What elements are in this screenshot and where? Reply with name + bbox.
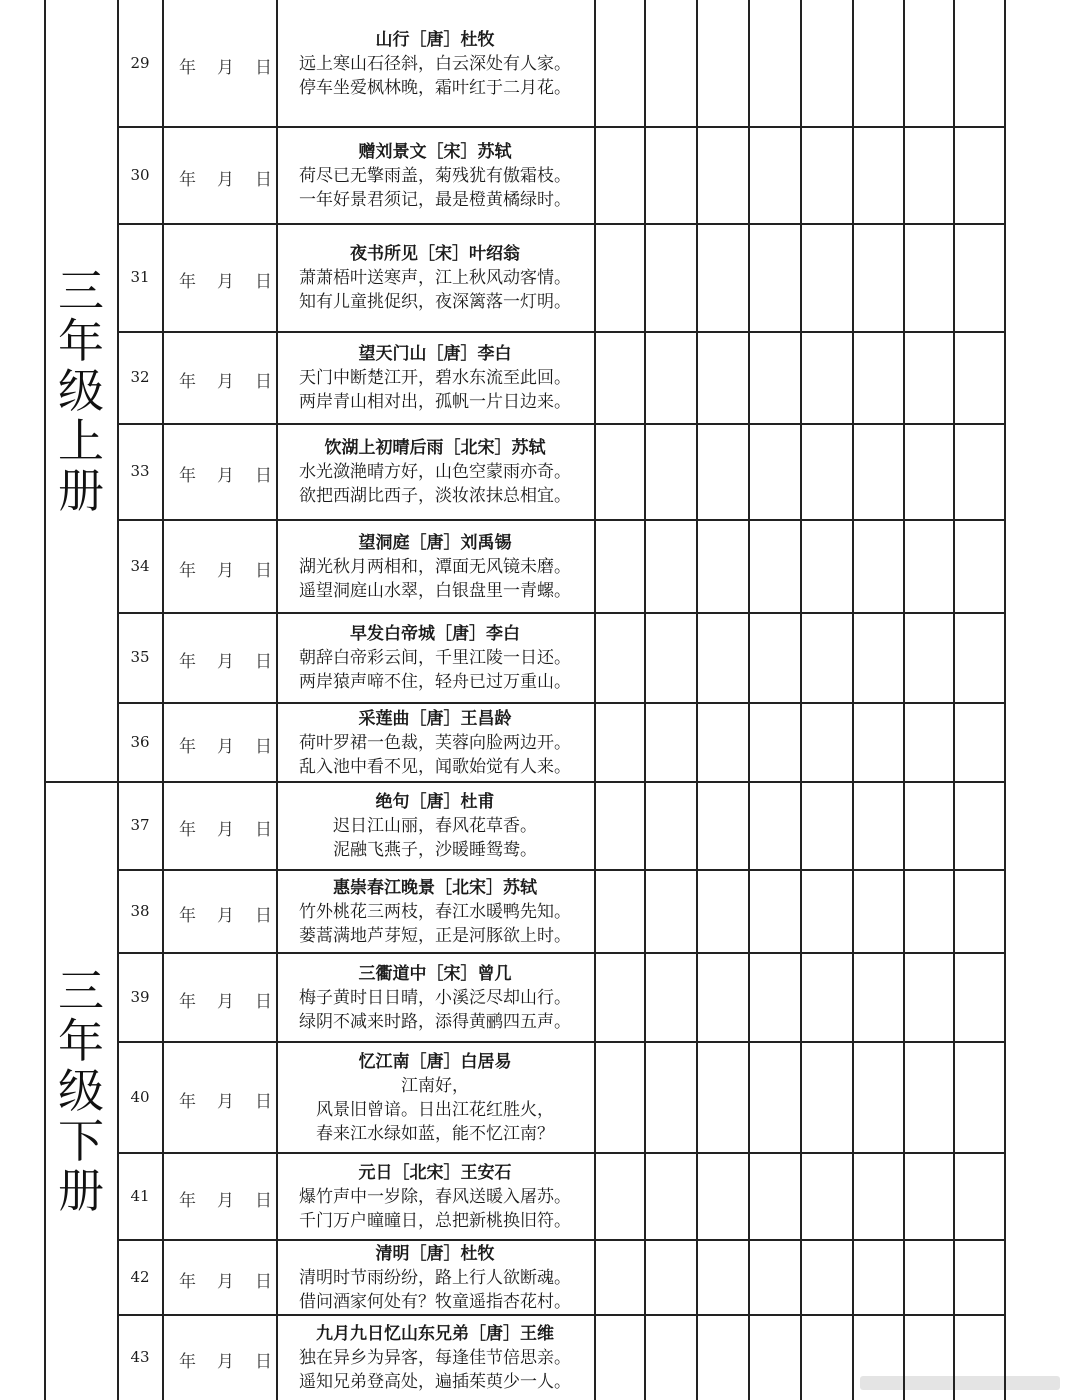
date-year-label: 年 bbox=[179, 991, 196, 1012]
date-year-label: 年 bbox=[179, 1091, 196, 1112]
date-year-label: 年 bbox=[179, 905, 196, 926]
table-row-rule bbox=[117, 1239, 1005, 1241]
date-year-label: 年 bbox=[179, 169, 196, 190]
date-day-label: 日 bbox=[255, 736, 272, 757]
date-field[interactable] bbox=[163, 987, 275, 1012]
poem-number: 41 bbox=[130, 1186, 150, 1205]
poem-line: 两岸猿声啼不住，轻舟已过万重山。 bbox=[299, 672, 571, 692]
table-row-rule bbox=[117, 1041, 1005, 1043]
poem-title: 绝句［唐］杜甫 bbox=[375, 792, 495, 812]
table-row-rule bbox=[117, 126, 1005, 128]
date-month-label: 月 bbox=[217, 57, 234, 78]
date-month-label: 月 bbox=[217, 372, 234, 392]
poem-title: 九月九日忆山东兄弟［唐］王维 bbox=[316, 1323, 554, 1344]
poem-line: 独在异乡为异客，每逢佳节倍思亲。 bbox=[299, 1347, 571, 1368]
poem-title: 山行［唐］杜牧 bbox=[375, 29, 495, 50]
table-row-rule bbox=[117, 869, 1005, 871]
poem-line: 欲把西湖比西子，淡妆浓抹总相宜。 bbox=[299, 486, 571, 506]
poem-title: 忆江南［唐］白居易 bbox=[358, 1051, 512, 1072]
poem-line: 遥知兄弟登高处，遍插茱萸少一人。 bbox=[299, 1371, 571, 1392]
poem-cell bbox=[277, 424, 593, 520]
table-column-rule bbox=[162, 0, 164, 1400]
poem-line: 爆竹声中一岁除，春风送暖入屠苏。 bbox=[299, 1186, 571, 1207]
poem-cell bbox=[277, 782, 593, 870]
grade-char: 年 bbox=[58, 314, 104, 368]
poem-line: 朝辞白帝彩云间，千里江陵一日还。 bbox=[299, 648, 571, 668]
poem-line: 竹外桃花三两枝，春江水暖鸭先知。 bbox=[299, 901, 571, 922]
date-month-label: 月 bbox=[217, 1190, 234, 1211]
date-day-label: 日 bbox=[255, 1091, 272, 1112]
poem-number: 29 bbox=[130, 53, 150, 72]
table-column-rule bbox=[1004, 0, 1006, 1400]
date-field[interactable] bbox=[163, 1087, 275, 1112]
date-field[interactable] bbox=[163, 367, 275, 392]
date-field[interactable] bbox=[163, 647, 275, 672]
poem-cell bbox=[277, 127, 593, 224]
poem-cell bbox=[277, 953, 593, 1042]
poem-line: 泥融飞燕子，沙暖睡鸳鸯。 bbox=[333, 840, 537, 860]
poem-title: 元日［北宋］王安石 bbox=[358, 1162, 512, 1183]
poem-line: 江南好， bbox=[401, 1075, 469, 1096]
date-field[interactable] bbox=[163, 165, 275, 190]
date-month-label: 月 bbox=[217, 1351, 234, 1372]
poem-line: 迟日江山丽，春风花草香。 bbox=[333, 816, 537, 836]
poem-line: 绿阴不减来时路，添得黄鹂四五声。 bbox=[299, 1011, 571, 1032]
date-year-label: 年 bbox=[179, 1271, 196, 1292]
poem-line: 停车坐爱枫林晚，霜叶红于二月花。 bbox=[299, 77, 571, 98]
poem-title: 望天门山［唐］李白 bbox=[358, 344, 512, 364]
date-field[interactable] bbox=[163, 53, 275, 78]
date-day-label: 日 bbox=[255, 1271, 272, 1292]
poem-cell bbox=[277, 1240, 593, 1315]
poem-title: 三衢道中［宋］曾几 bbox=[358, 963, 512, 984]
poem-line: 一年好景君须记，最是橙黄橘绿时。 bbox=[299, 189, 571, 210]
table-row-rule bbox=[117, 952, 1005, 954]
table-row-rule bbox=[117, 223, 1005, 225]
poem-cell bbox=[277, 870, 593, 953]
table-column-rule bbox=[594, 0, 596, 1400]
poem-cell bbox=[277, 613, 593, 703]
poem-number: 30 bbox=[130, 165, 150, 184]
grade-char: 上 bbox=[58, 414, 104, 468]
grade-char: 三 bbox=[58, 964, 104, 1018]
poem-number: 38 bbox=[130, 901, 150, 920]
poem-cell bbox=[277, 0, 593, 127]
date-year-label: 年 bbox=[179, 652, 196, 672]
poem-line: 梅子黄时日日晴，小溪泛尽却山行。 bbox=[299, 987, 571, 1008]
date-day-label: 日 bbox=[255, 820, 272, 840]
date-year-label: 年 bbox=[179, 820, 196, 840]
date-day-label: 日 bbox=[255, 372, 272, 392]
table-column-rule bbox=[696, 0, 698, 1400]
grade-char: 册 bbox=[58, 464, 104, 518]
date-month-label: 月 bbox=[217, 991, 234, 1012]
poem-line: 知有儿童挑促织，夜深篱落一灯明。 bbox=[299, 292, 571, 312]
poem-title: 早发白帝城［唐］李白 bbox=[350, 624, 520, 644]
poem-cell bbox=[277, 1153, 593, 1240]
grade-char: 年 bbox=[58, 1014, 104, 1068]
table-row-rule bbox=[44, 781, 1005, 783]
poem-line: 荷叶罗裙一色裁，芙蓉向脸两边开。 bbox=[299, 732, 571, 753]
poem-line: 萧萧梧叶送寒声，江上秋风动客情。 bbox=[299, 268, 571, 288]
poem-number: 36 bbox=[130, 732, 150, 751]
date-year-label: 年 bbox=[179, 1190, 196, 1211]
poem-number: 43 bbox=[130, 1347, 150, 1366]
poem-line: 春来江水绿如蓝，能不忆江南？ bbox=[316, 1123, 554, 1144]
poem-title: 饮湖上初晴后雨［北宋］苏轼 bbox=[324, 438, 546, 458]
date-field[interactable] bbox=[163, 556, 275, 581]
grade-char: 册 bbox=[58, 1164, 104, 1218]
date-field[interactable] bbox=[163, 815, 275, 840]
grade-char: 下 bbox=[58, 1114, 104, 1168]
date-month-label: 月 bbox=[217, 169, 234, 190]
poem-cell bbox=[277, 1315, 593, 1400]
date-day-label: 日 bbox=[255, 905, 272, 926]
poem-number: 42 bbox=[130, 1267, 150, 1286]
table-column-rule bbox=[44, 0, 46, 1400]
date-day-label: 日 bbox=[255, 1190, 272, 1211]
poem-number: 34 bbox=[130, 556, 150, 575]
date-month-label: 月 bbox=[217, 736, 234, 757]
date-year-label: 年 bbox=[179, 736, 196, 757]
table-row-rule bbox=[117, 331, 1005, 333]
date-day-label: 日 bbox=[255, 1351, 272, 1372]
poem-line: 荷尽已无擎雨盖，菊残犹有傲霜枝。 bbox=[299, 165, 571, 186]
table-row-rule bbox=[117, 423, 1005, 425]
poem-line: 清明时节雨纷纷，路上行人欲断魂。 bbox=[299, 1267, 571, 1288]
table-column-rule bbox=[276, 0, 278, 1400]
poem-title: 清明［唐］杜牧 bbox=[375, 1243, 495, 1264]
watermark-bar bbox=[860, 1376, 1060, 1390]
table-column-rule bbox=[953, 0, 955, 1400]
date-month-label: 月 bbox=[217, 272, 234, 292]
poem-line: 千门万户曈曈日，总把新桃换旧符。 bbox=[299, 1210, 571, 1231]
date-field[interactable] bbox=[163, 1186, 275, 1211]
table-column-rule bbox=[903, 0, 905, 1400]
poem-line: 风景旧曾谙。日出江花红胜火， bbox=[316, 1099, 554, 1120]
poem-cell bbox=[277, 703, 593, 782]
date-year-label: 年 bbox=[179, 372, 196, 392]
poem-cell bbox=[277, 332, 593, 424]
date-year-label: 年 bbox=[179, 560, 196, 581]
date-field[interactable] bbox=[163, 732, 275, 757]
poem-line: 湖光秋月两相和，潭面无风镜未磨。 bbox=[299, 556, 571, 577]
table-row-rule bbox=[117, 519, 1005, 521]
grade-char: 三 bbox=[58, 264, 104, 318]
poem-title: 望洞庭［唐］刘禹锡 bbox=[358, 532, 512, 553]
poem-line: 借问酒家何处有？牧童遥指杏花村。 bbox=[299, 1291, 571, 1312]
table-row-rule bbox=[117, 702, 1005, 704]
date-month-label: 月 bbox=[217, 652, 234, 672]
table-row-rule bbox=[117, 612, 1005, 614]
date-day-label: 日 bbox=[255, 991, 272, 1012]
poem-title: 采莲曲［唐］王昌龄 bbox=[358, 708, 512, 729]
date-field[interactable] bbox=[163, 1267, 275, 1292]
date-year-label: 年 bbox=[179, 272, 196, 292]
table-column-rule bbox=[117, 0, 119, 1400]
poem-number: 40 bbox=[130, 1087, 150, 1106]
poem-line: 水光潋滟晴方好，山色空蒙雨亦奇。 bbox=[299, 462, 571, 482]
date-field[interactable] bbox=[163, 267, 275, 292]
poem-title: 惠崇春江晚景［北宋］苏轼 bbox=[333, 877, 537, 898]
date-day-label: 日 bbox=[255, 560, 272, 581]
date-year-label: 年 bbox=[179, 466, 196, 486]
date-month-label: 月 bbox=[217, 820, 234, 840]
poem-number: 32 bbox=[130, 368, 150, 386]
date-day-label: 日 bbox=[255, 57, 272, 78]
poem-line: 两岸青山相对出，孤帆一片日边来。 bbox=[299, 392, 571, 412]
table-column-rule bbox=[800, 0, 802, 1400]
date-month-label: 月 bbox=[217, 905, 234, 926]
poem-number: 31 bbox=[130, 268, 150, 286]
poem-title: 夜书所见［宋］叶绍翁 bbox=[350, 244, 520, 264]
poem-cell bbox=[277, 224, 593, 332]
poem-number: 33 bbox=[130, 462, 150, 480]
date-field[interactable] bbox=[163, 1347, 275, 1372]
date-year-label: 年 bbox=[179, 1351, 196, 1372]
date-day-label: 日 bbox=[255, 169, 272, 190]
poem-number: 35 bbox=[130, 648, 150, 666]
date-day-label: 日 bbox=[255, 652, 272, 672]
date-month-label: 月 bbox=[217, 1091, 234, 1112]
table-column-rule bbox=[644, 0, 646, 1400]
table-column-rule bbox=[748, 0, 750, 1400]
table-row-rule bbox=[117, 1314, 1005, 1316]
poem-line: 远上寒山石径斜，白云深处有人家。 bbox=[299, 53, 571, 74]
poem-line: 乱入池中看不见，闻歌始觉有人来。 bbox=[299, 756, 571, 777]
date-month-label: 月 bbox=[217, 1271, 234, 1292]
grade-char: 级 bbox=[58, 1064, 104, 1118]
date-day-label: 日 bbox=[255, 272, 272, 292]
poem-cell bbox=[277, 520, 593, 613]
date-year-label: 年 bbox=[179, 57, 196, 78]
poem-title: 赠刘景文［宋］苏轼 bbox=[358, 141, 512, 162]
table-column-rule bbox=[852, 0, 854, 1400]
date-field[interactable] bbox=[163, 461, 275, 486]
poem-number: 39 bbox=[130, 987, 150, 1006]
date-month-label: 月 bbox=[217, 560, 234, 581]
table-row-rule bbox=[117, 1152, 1005, 1154]
grade-char: 级 bbox=[58, 364, 104, 418]
poem-number: 37 bbox=[130, 816, 150, 834]
date-day-label: 日 bbox=[255, 466, 272, 486]
date-field[interactable] bbox=[163, 901, 275, 926]
poem-line: 天门中断楚江开，碧水东流至此回。 bbox=[299, 368, 571, 388]
poem-line: 蒌蒿满地芦芽短，正是河豚欲上时。 bbox=[299, 925, 571, 946]
date-month-label: 月 bbox=[217, 466, 234, 486]
poem-line: 遥望洞庭山水翠，白银盘里一青螺。 bbox=[299, 580, 571, 601]
poem-cell bbox=[277, 1042, 593, 1153]
